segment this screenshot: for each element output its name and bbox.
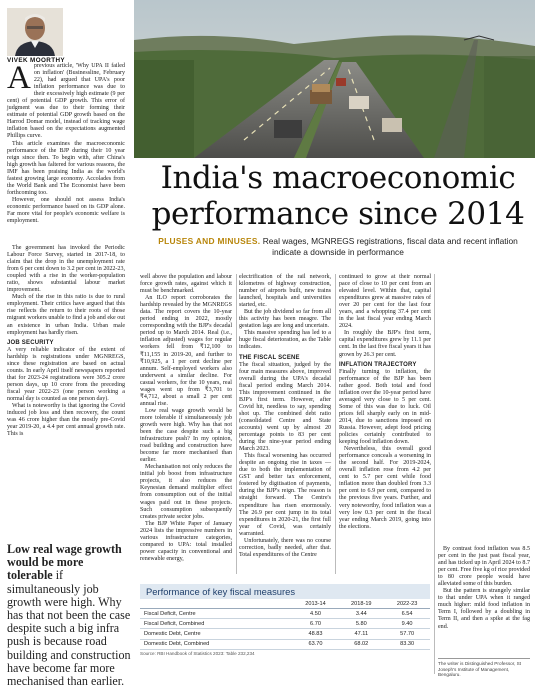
paragraph: Finally turning to inflation, the performance of the BJP has been rather good. Both total and food inflation over the 10-year period have averaged very close to 5 per cent. Some of this was due to luck. Oil prices fell sharply early on in mid-2014, due to sanctions imposed on Russia. However, adept food pricing policies certainly contributed to keeping food inflation down. [339, 368, 431, 446]
table-cell: 3.44 [338, 609, 384, 619]
paragraph: What is noteworthy is that ignoring the Covid induced job loss and then recovery, the count was 46 crore higher than the mostly pre-Covid year 2019-20, a 4.4 per cent annual growth rate. This is [7, 403, 125, 438]
table-cell: Fiscal Deficit, Centre [140, 609, 293, 619]
table-row [140, 609, 430, 619]
table-cell: 83.30 [384, 639, 430, 649]
author-photo [7, 8, 63, 56]
table-title: Performance of key fiscal measures [140, 584, 430, 599]
paragraph: The BJP White Paper of January 2024 lists the impressive numbers in various infrastructure categories, compared to UPA: total installed power capacity in conventional and renewable energy, [140, 520, 232, 562]
paragraph: A very reliable indicator of the extent of hardship is registrations under MGNREGS, since these registration are based on actual counts. In early April itself newspapers reported that for 2023-24 registrations were 305.2 crore person days, up 10 crore from the preceding fiscal year 2022-23 (one person working a normal day is counted as one person day). [7, 346, 125, 402]
standfirst: PLUSES AND MINUSES. Real wages, MGNREGS registrations, fiscal data and recent inflation indicate a downside in performance [158, 236, 518, 257]
table-header: 2018-19 [338, 599, 384, 609]
table-cell: 6.70 [293, 619, 339, 629]
paragraph: The fiscal situation, judged by the four main measures above, improved overall during the UPA's decadal fiscal period ending March 2014. This improvement continued in the BJP's first term. However, after Covid hit, needless to say, spending shot up. The combined debt ratio (consolidated Centre and State accounts) went up by almost 20 percentage points to 83 per cent during the nine-year period ending March 2023. [239, 361, 331, 453]
paragraph: But the job dividend so far from all this activity has been meagre. The gestation lags are long and uncertain. [239, 309, 331, 330]
paragraph: Unfortunately, there was no course correction, badly needed, after that. Total expenditures of the Centre [239, 537, 331, 558]
table-cell: 63.70 [293, 639, 339, 649]
table-cell: 9.40 [384, 619, 430, 629]
paragraph: continued to grow at their normal pace of close to 10 per cent from an elevated level. Within that, capital expenditures grew at massive rates of over 20 per cent for the last four years, and a whopping 37.4 per cent in the last fiscal year ending March 2024. [339, 274, 431, 330]
paragraph: This massive spending has led to a huge fiscal deterioration, as the Table indicates. [239, 330, 331, 351]
deck-tag: PLUSES AND MINUSES. [158, 236, 261, 246]
table-cell: Fiscal Deficit, Combined [140, 619, 293, 629]
paragraph: Mechanisation not only reduces the initial job boost from infrastructure projects, it also reduces the Keynesian demand multiplier effect from consumption out of the initial wages paid out in these projects. Such consumption subsequently creates private sector jobs. [140, 464, 232, 520]
table-header: 2013-14 [293, 599, 339, 609]
paragraph: But the pattern is strangely similar to that under UPA when it ranged much higher: mild food inflation in Term I, followed by a doubling in Term II, and then a spike at the fag end. [438, 588, 530, 630]
table-header-row [140, 599, 430, 609]
table-row [140, 629, 430, 639]
table-cell: 6.54 [384, 609, 430, 619]
table-cell: Domestic Debt, Combined [140, 639, 293, 649]
paragraph: This article examines the macroeconomic performance of the BJP during their 10 year reign since then. To begin with, after China's high growth has faltered for various reasons, the IMF has been praising India as the world's fastest growing large economy. Accolades from the World Bank and The Economist have been forthcoming too. [7, 140, 125, 196]
column-rule [434, 274, 435, 674]
intro-paragraph: Aprevious article, 'Why UPA II failed on inflation' (Businessline, February 22), had argued that UPA's poor inflation performance was due to their excessively high estimate (9 per cent) of potential GDP growth. This error of judgment was due to their forming their estimate of potential GDP growth based on the Harrod Domar model, instead of tracking wage inflation based on the expectations augmented Phillips curve. [7, 60, 125, 140]
table-header [140, 599, 293, 609]
paragraph: Much of the rise in this ratio is due to rural employment. Their critics have argued that this rise reflects the return to their roots of those migrant workers unable to find a job and eke out an existence in urban India. Urban male employment has hardly risen. [7, 294, 125, 336]
paragraph: Low real wage growth would be more tolerable if simultaneously job growth were high. Why has that not been the case despite such a big infrastructure push? In my opinion, road building and construction have become far more mechanised than earlier. [140, 407, 232, 464]
pull-quote: Low real wage growth would be more tolerable if simultaneously job growth were high. Why has that not been the case despite such a big infra push is because road building and construction have become far more mechanised than earlier. [7, 542, 131, 688]
highway-photo [134, 0, 535, 158]
paragraph: The government has invoked the Periodic Labour Force Survey, started in 2017-18, to claim that the drop in the unemployment rate from 6 per cent down to 3.2 per cent in 2022-23, coupled with a rise in the worker-population ratio, shows substantial labour market improvement. [7, 245, 125, 294]
table-source: Source: RBI Handbook of Statistics 2023: Table 232,234 [140, 650, 255, 656]
fiscal-measures-table [140, 584, 430, 656]
table-cell: 4.50 [293, 609, 339, 619]
table-row [140, 639, 430, 649]
subheading-job-security: JOB SECURITY [7, 339, 54, 346]
table-cell: 48.83 [293, 629, 339, 639]
article-column-3 [239, 274, 331, 559]
paragraph: An ILO report corroborates the hardship revealed by the MGNREGS data. The report covers the 10-year period ending in 2022, mostly corresponding with the BJP's decadal period up to March 2014. Real (i.e., inflation adjusted) wages for regular workers fell from ₹12,100 to ₹11,155 in 2019-20, and further to ₹10,925, a 1 per cent decline per annum. Self-employed workers also underwent a similar decline. For casual workers, for the 10 years, real wages went up from ₹3,701 to ₹4,712, about a small 2 per cent annual rise. [140, 295, 232, 407]
paragraph: By contrast food inflation was 8.5 per cent in the just past fiscal year, and has ticked up in April 2024 to 8.7 per cent. Free five kg of rice provided to 80 crore people would have alleviated some of this burden. [438, 546, 530, 588]
table-header: 2022-23 [384, 599, 430, 609]
subheading-inflation-trajectory: INFLATION TRAJECTORY [339, 361, 417, 368]
article-column-5 [438, 546, 530, 631]
paragraph: This fiscal worsening has occurred despite an ongoing rise in taxes — due to both the implementation of GST and better tax enforcement, fostered by digitisation of payments, during the BJP's reign. The reason is straight forward. The Centre's expenditure has risen enormously. The 26.9 per cent jump in its total expenditures in 2020-21, the first full year of Covid, was certainly warranted. [239, 453, 331, 537]
table-cell: 5.80 [338, 619, 384, 629]
paragraph: electrification of the rail network, kilometres of highway construction, number of airports built, new trains launched, hospitals and universities started, etc. [239, 274, 331, 309]
paragraph: In roughly the BJP's first term, capital expenditures grew by 11.1 per cent. In the last five fiscal years it has grown by 26.3 per cent. [339, 330, 431, 358]
column-rule [236, 274, 237, 574]
article-column-4 [339, 274, 431, 531]
paragraph: Nevertheless, this overall good performance conceals a worsening in the second half. For 2019-2024, overall inflation rose from 4.2 per cent to 5.7 per cent while food inflation more than doubled from 3.3 per cent to 6.9 per cent, compared to the previous five years. Further, and very noteworthy, food inflation was a very low 0.3 per cent in the fiscal year ending March 2019, going into the elections. [339, 446, 431, 530]
drop-cap: A [7, 60, 31, 96]
subheading-fiscal-scene: THE FISCAL SCENE [239, 354, 300, 361]
table-cell: Domestic Debt, Centre [140, 629, 293, 639]
headline: India's macroeconomic performance since 2014 [151, 160, 525, 232]
author-byline: VIVEK MOORTHY [7, 57, 66, 64]
table-cell: 47.11 [338, 629, 384, 639]
paragraph: However, one should not assess India's economic performance based on its GDP alone. Far more vital for people's economic welfare is employment. [7, 196, 125, 225]
paragraph: well above the population and labour force growth rates, against which it must be benchmarked. [140, 274, 232, 295]
table-row [140, 619, 430, 629]
column-rule [335, 274, 336, 574]
article-column-1-continued [7, 245, 125, 438]
article-column-2 [140, 274, 232, 563]
author-note: The writer is Distinguished Professor, St Joseph's Institute of Management, Bengaluru. [438, 658, 530, 678]
table-cell: 68.02 [338, 639, 384, 649]
table-cell: 57.70 [384, 629, 430, 639]
